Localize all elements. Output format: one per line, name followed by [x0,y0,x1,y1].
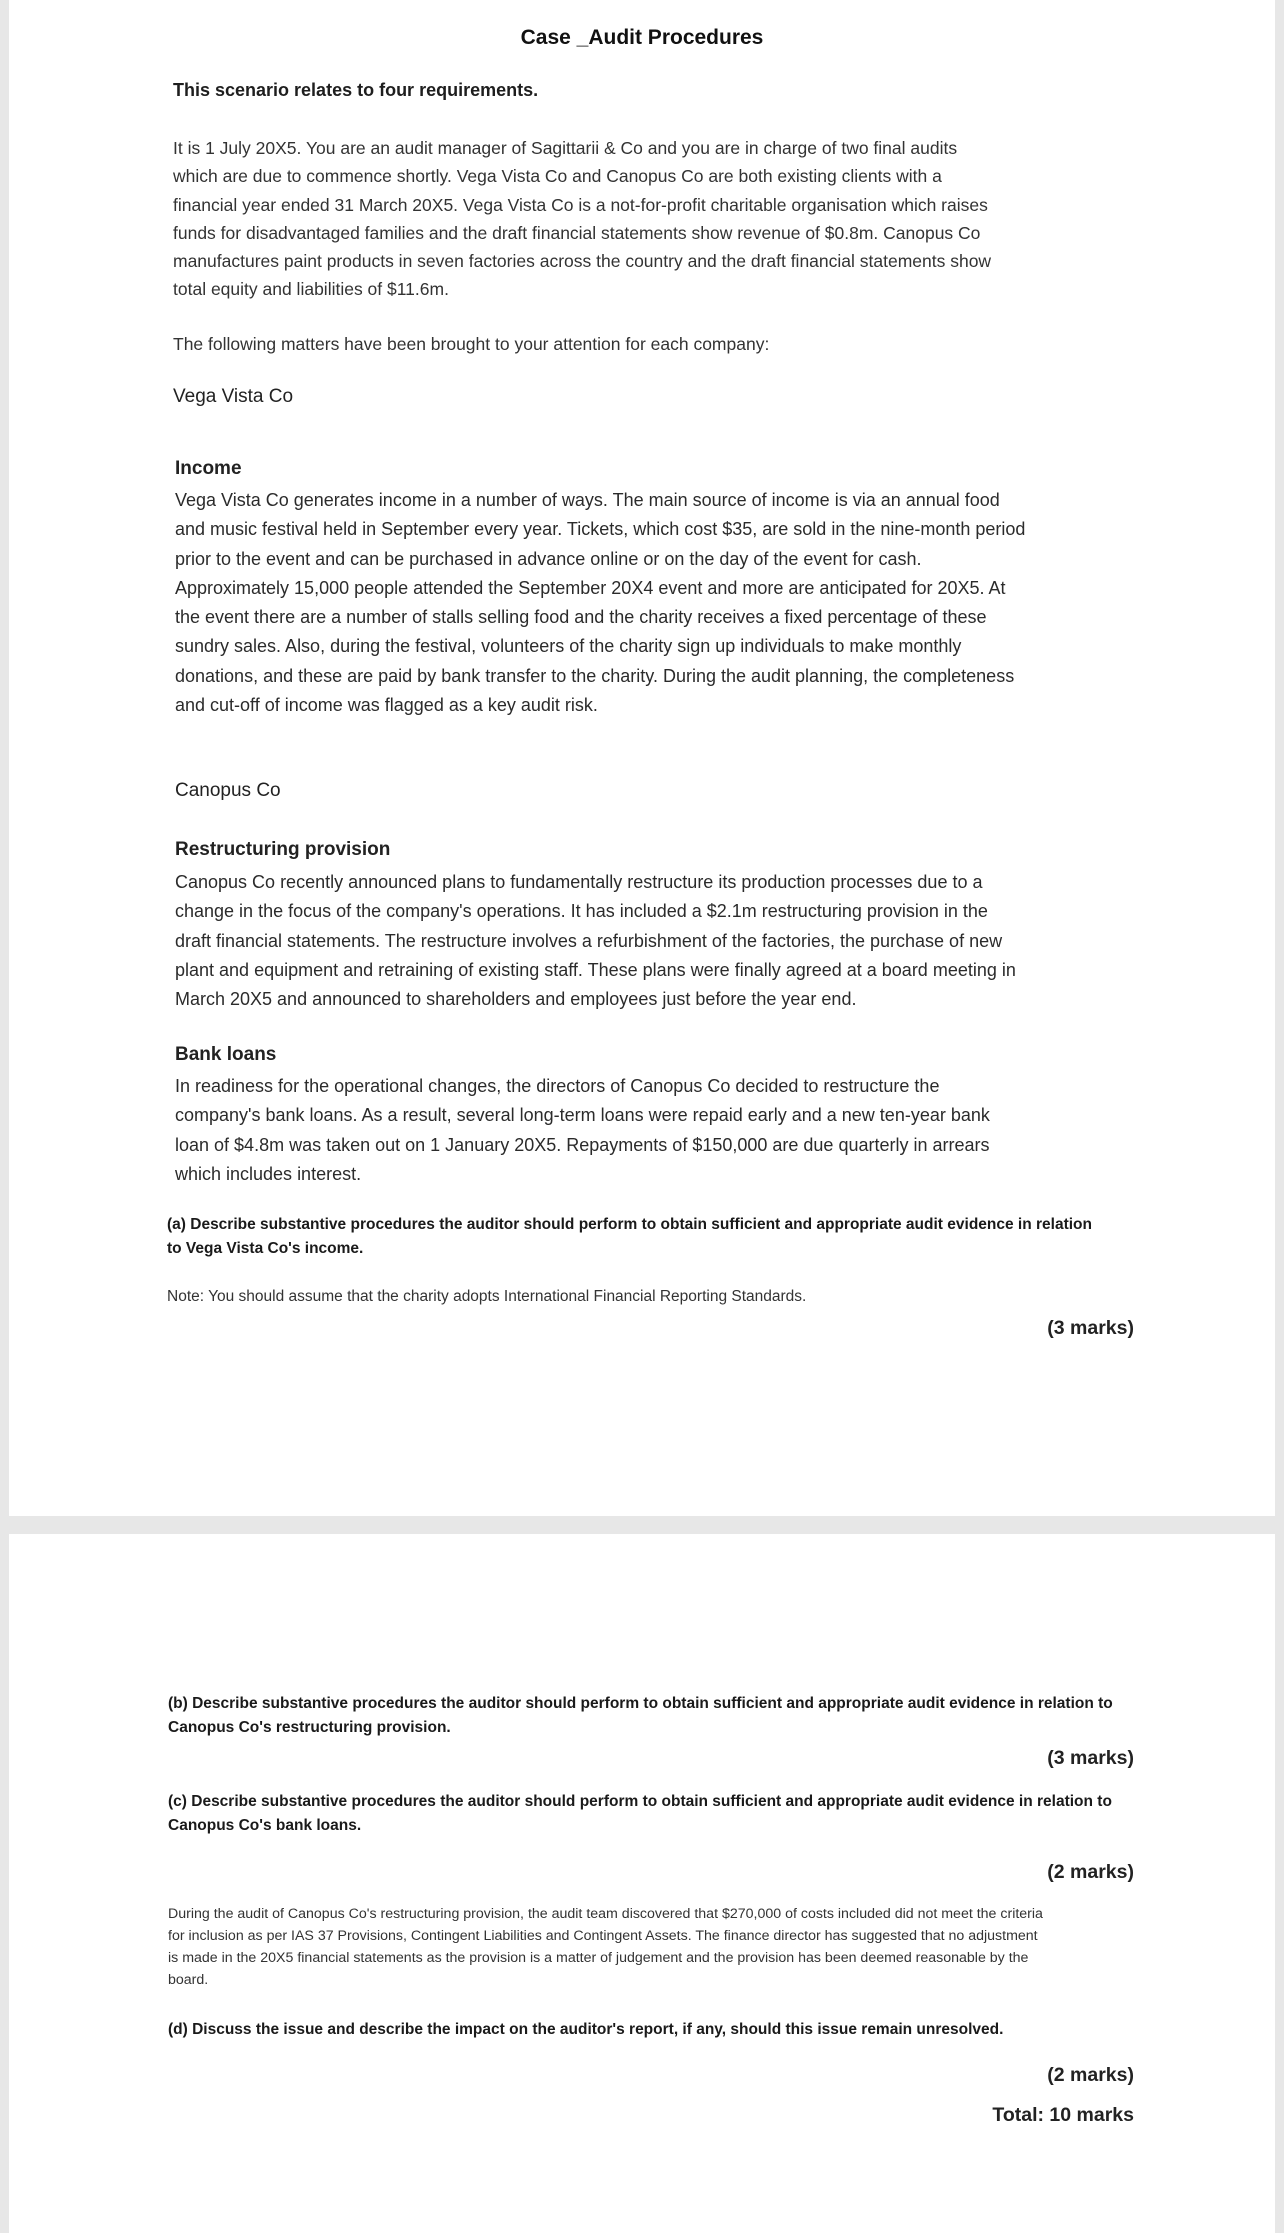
issue-line: for inclusion as per IAS 37 Provisions, Contingent Liabilities and Contingent Assets. The finance director has suggested that no adjustment [168,1928,1038,1944]
income-line: Approximately 15,000 people attended the September 20X4 event and more are anticipated for 20X5. At [175,577,1006,598]
restructuring-line: draft financial statements. The restructure involves a refurbishment of the factories, the purchase of new [175,930,1003,951]
page-title: Case _Audit Procedures [520,26,764,49]
loans-heading: Bank loans [175,1044,277,1065]
intro-line: It is 1 July 20X5. You are an audit manager of Sagittarii & Co and you are in charge of two final audits [173,138,958,158]
restructuring-line: Canopus Co recently announced plans to fundamentally restructure its production processes due to a [175,872,983,892]
vega-company-name: Vega Vista Co [173,386,294,407]
income-line: prior to the event and can be purchased in advance online or on the day of the event for cash. [175,548,922,569]
income-line: and music festival held in September every year. Tickets, which cost $35, are sold in the nine-month period [175,519,1026,540]
requirement-b [168,1692,1113,1740]
requirement-a-line: (a) Describe substantive procedures the auditor should perform to obtain sufficient and appropriate audit evidence in relation [167,1216,1092,1233]
income-line: Vega Vista Co generates income in a number of ways. The main source of income is via an annual food [175,490,1000,510]
requirement-c-marks: (2 marks) [1047,1861,1134,1883]
page-1 [9,0,1275,1516]
page-2 [9,1534,1275,2233]
intro-line: funds for disadvantaged families and the draft financial statements show revenue of $0.8m. Canopus Co [173,222,981,243]
loans-paragraph [175,1072,990,1189]
loans-line: which includes interest. [175,1163,362,1184]
issue-line: During the audit of Canopus Co's restructuring provision, the audit team discovered that $270,000 of costs included did not meet the criteria [168,1906,1043,1922]
requirement-a-marks: (3 marks) [1047,1317,1134,1339]
income-heading: Income [175,458,242,479]
requirement-b-marks: (3 marks) [1047,1747,1134,1769]
requirement-d-marks: (2 marks) [1047,2064,1134,2086]
requirement-c-line: (c) Describe substantive procedures the auditor should perform to obtain sufficient and appropriate audit evidence in relation to [168,1793,1112,1810]
intro-line: which are due to commence shortly. Vega Vista Co and Canopus Co are both existing clients with a [173,166,942,187]
intro-line: total equity and liabilities of $11.6m. [173,279,449,300]
canopus-company-name: Canopus Co [175,780,281,801]
restructuring-line: change in the focus of the company's operations. It has included a $2.1m restructuring provision in the [175,901,988,922]
matters-intro: The following matters have been brought to your attention for each company: [173,334,770,354]
restructuring-heading: Restructuring provision [175,839,391,860]
issue-line: board. [168,1972,209,1988]
issue-line: is made in the 20X5 financial statements as the provision is a matter of judgement and the provision has been deemed reasonable by the [168,1950,1029,1966]
restructuring-paragraph [175,868,1016,1014]
requirement-a-line: to Vega Vista Co's income. [167,1240,364,1257]
income-line: the event there are a number of stalls selling food and the charity receives a fixed percentage of these [175,607,987,628]
loans-line: In readiness for the operational changes, the directors of Canopus Co decided to restructure the [175,1076,940,1096]
intro-line: financial year ended 31 March 20X5. Vega Vista Co is a not-for-profit charitable organisation which raises [173,194,988,215]
total-marks: Total: 10 marks [992,2104,1134,2126]
requirement-d: (d) Discuss the issue and describe the impact on the auditor's report, if any, should this issue remain unresolved. [168,2021,1004,2038]
intro-paragraph [173,134,991,304]
restructuring-line: plant and equipment and retraining of existing staff. These plans were finally agreed at a board meeting in [175,959,1016,980]
issue-paragraph [168,1903,1043,1991]
scenario-heading: This scenario relates to four requirements. [173,80,539,100]
requirement-c-line: Canopus Co's bank loans. [168,1817,362,1834]
income-line: sundry sales. Also, during the festival, volunteers of the charity sign up individuals to make monthly [175,636,962,657]
loans-line: loan of $4.8m was taken out on 1 January 20X5. Repayments of $150,000 are due quarterly in arrears [175,1134,990,1155]
intro-line: manufactures paint products in seven factories across the country and the draft financial statements show [173,251,992,272]
income-line: and cut-off of income was flagged as a key audit risk. [175,695,598,716]
requirement-a [167,1213,1092,1261]
income-paragraph [175,486,1025,720]
loans-line: company's bank loans. As a result, several long-term loans were repaid early and a new ten-year bank [175,1105,990,1126]
restructuring-line: March 20X5 and announced to shareholders and employees just before the year end. [175,989,857,1010]
income-line: donations, and these are paid by bank transfer to the charity. During the audit planning, the completeness [175,665,1015,686]
requirement-b-line: Canopus Co's restructuring provision. [168,1719,451,1736]
requirement-c [168,1790,1112,1838]
requirement-b-line: (b) Describe substantive procedures the auditor should perform to obtain sufficient and appropriate audit evidence in relation to [168,1695,1113,1712]
requirement-a-note: Note: You should assume that the charity adopts International Financial Reporting Standards. [167,1288,807,1305]
